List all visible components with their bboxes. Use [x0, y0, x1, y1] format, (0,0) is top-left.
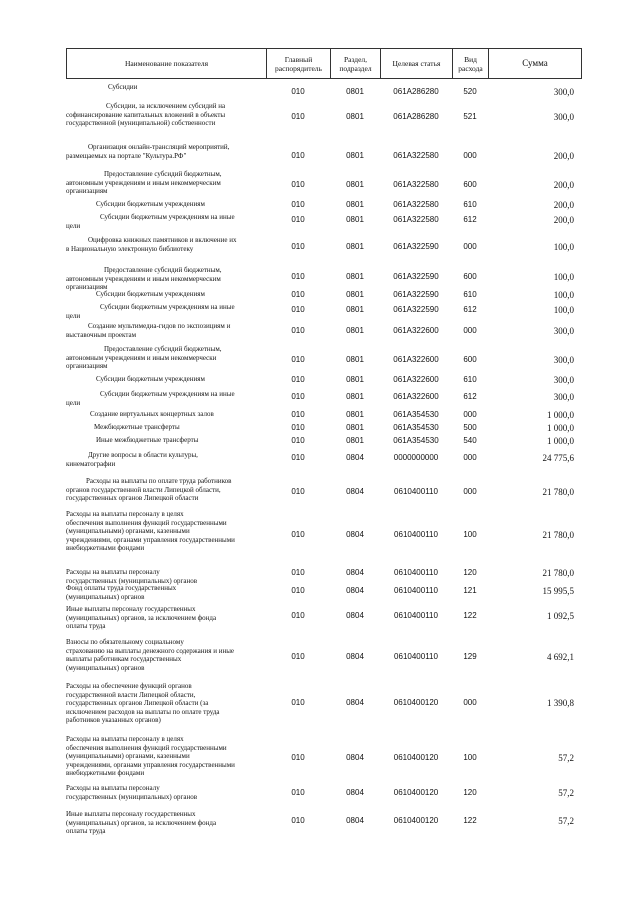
row-c2: 0804: [346, 568, 364, 577]
row-c3: 061A354530: [393, 423, 439, 432]
row-c4: 610: [463, 290, 477, 299]
row-name: Расходы на выплаты персоналу государственных (муниципальных) органов: [66, 568, 198, 585]
row-sum: 4 692,1: [547, 652, 574, 662]
row-c1: 010: [291, 788, 305, 797]
row-c4: 612: [463, 215, 477, 224]
row-c3: 0610400110: [394, 586, 438, 595]
header-name: Наименование показателя: [67, 49, 267, 78]
header-target: Целевая статья: [381, 49, 453, 78]
row-c1: 010: [291, 375, 305, 384]
row-c3: 0610400110: [394, 530, 438, 539]
row-c1: 010: [291, 568, 305, 577]
row-c1: 010: [291, 200, 305, 209]
row-c4: 600: [463, 180, 477, 189]
row-name: Иные межбюджетные трансферты: [96, 436, 199, 444]
row-sum: 21 780,0: [542, 568, 574, 578]
row-sum: 24 775,6: [542, 453, 574, 463]
row-c3: 061A322590: [393, 242, 439, 251]
row-sum: 100,0: [553, 305, 574, 315]
row-c1: 010: [291, 586, 305, 595]
row-c1: 010: [291, 305, 305, 314]
row-c3: 061A322600: [393, 355, 439, 364]
row-c3: 061A322580: [393, 151, 439, 160]
row-c1: 010: [291, 112, 305, 121]
row-c2: 0804: [346, 453, 364, 462]
row-c3: 0610400120: [393, 816, 439, 825]
row-sum: 15 995,5: [542, 586, 574, 596]
row-sum: 1 092,5: [547, 611, 574, 621]
row-c2: 0801: [346, 423, 364, 432]
row-c1: 010: [291, 423, 305, 432]
row-name: Субсидии бюджетным учреждениям: [96, 375, 205, 383]
row-sum: 200,0: [553, 200, 574, 210]
row-c4: 120: [463, 788, 477, 797]
row-name: Межбюджетные трансферты: [94, 423, 180, 431]
row-c4: 520: [463, 87, 477, 96]
row-c1: 010: [291, 215, 305, 224]
row-name: Субсидии: [108, 83, 138, 91]
row-sum: 200,0: [553, 180, 574, 190]
row-name: Взносы по обязательному социальному страхованию на выплаты денежного содержания и иные выплаты работникам государственных (муниципальных) органов: [66, 638, 234, 672]
row-c3: 0610400120: [393, 698, 439, 707]
row-c4: 610: [463, 375, 477, 384]
row-c2: 0804: [346, 652, 364, 661]
row-sum: 100,0: [553, 290, 574, 300]
row-c2: 0804: [346, 611, 364, 620]
row-sum: 300,0: [553, 375, 574, 385]
row-name: Расходы на выплаты по оплате труда работников органов государственной власти Липецкой области, государственных органов Липецкой области: [66, 477, 232, 503]
row-c2: 0804: [346, 698, 364, 707]
row-c4: 121: [463, 586, 477, 595]
row-c1: 010: [291, 355, 305, 364]
row-sum: 1 000,0: [547, 410, 574, 420]
row-sum: 1 000,0: [547, 423, 574, 433]
row-c1: 010: [291, 410, 305, 419]
row-c2: 0801: [346, 305, 364, 314]
row-name: Фонд оплаты труда государственных (муниципальных) органов: [66, 584, 177, 601]
row-sum: 300,0: [553, 326, 574, 336]
row-c1: 010: [291, 326, 305, 335]
row-c3: 0610400110: [394, 652, 438, 661]
row-c4: 000: [463, 698, 477, 707]
row-c2: 0804: [346, 816, 364, 825]
header-sum: Сумма: [522, 58, 548, 68]
row-sum: 300,0: [553, 392, 574, 402]
row-sum: 21 780,0: [542, 487, 574, 497]
row-c1: 010: [291, 151, 305, 160]
row-c3: 0610400120: [393, 753, 439, 762]
row-c4: 540: [463, 436, 477, 445]
table-header: [66, 48, 582, 79]
row-c4: 100: [463, 753, 477, 762]
row-sum: 57,2: [558, 788, 574, 798]
row-name: Субсидии бюджетным учреждениям: [96, 200, 205, 208]
row-c3: 061A286280: [393, 112, 439, 121]
row-c1: 010: [291, 611, 305, 620]
row-c4: 521: [463, 112, 477, 121]
row-c3: 061A322600: [393, 326, 439, 335]
row-c1: 010: [291, 242, 305, 251]
row-c1: 010: [291, 753, 305, 762]
row-c3: 061A322580: [393, 200, 439, 209]
row-c2: 0801: [346, 200, 364, 209]
row-c2: 0801: [346, 392, 364, 401]
row-c3: 0000000000: [393, 453, 439, 462]
row-name: Иные выплаты персоналу государственных (муниципальных) органов, за исключением фонда оплаты труда: [66, 810, 217, 836]
row-name: Расходы на выплаты персоналу в целях обеспечения выполнения функций государственными (муниципальными) органами, казенными учреждениями, органами управления государственными внебюджетными фондами: [66, 510, 235, 553]
row-c3: 061A354530: [393, 436, 439, 445]
row-c4: 122: [463, 816, 477, 825]
row-c4: 000: [463, 326, 477, 335]
row-c1: 010: [291, 453, 305, 462]
row-c3: 061A322580: [393, 215, 439, 224]
row-c4: 000: [463, 453, 477, 462]
row-c3: 061A322590: [393, 305, 439, 314]
row-c4: 000: [463, 242, 477, 251]
row-name: Предоставление субсидий бюджетным, автономным учреждениям и иным некоммерческим организациям: [66, 170, 222, 196]
row-name: Субсидии бюджетным учреждениям: [96, 290, 205, 298]
row-name: Расходы на выплаты персоналу в целях обеспечения выполнения функций государственными (муниципальными) органами, казенными учреждениями, органами управления государственными внебюджетными фондами: [66, 735, 235, 778]
row-name: Субсидии бюджетным учреждениям на иные цели: [66, 213, 235, 230]
row-name: Субсидии, за исключением субсидий на софинансирование капитальных вложений в объекты государственной (муниципальной) собственности: [66, 102, 226, 128]
row-c3: 0610400110: [394, 487, 438, 496]
row-name: Расходы на выплаты персоналу государственных (муниципальных) органов: [66, 784, 198, 801]
row-c2: 0804: [346, 586, 364, 595]
row-name: Предоставление субсидий бюджетным, автономным учреждениям и иным некоммерчески организациям: [66, 345, 222, 371]
header-type: Вид расхода: [453, 49, 489, 78]
row-name: Оцифровка книжных памятников и включение их в Национальную электронную библиотеку: [66, 236, 237, 253]
row-c3: 061A354530: [393, 410, 439, 419]
row-name: Предоставление субсидий бюджетным, автономным учреждениям и иным некоммерческим организациям: [66, 266, 222, 292]
row-c1: 010: [291, 698, 305, 707]
row-c4: 612: [463, 305, 477, 314]
row-c2: 0801: [346, 290, 364, 299]
row-c4: 000: [463, 151, 477, 160]
row-c4: 129: [463, 652, 477, 661]
row-c2: 0804: [346, 788, 364, 797]
row-sum: 200,0: [553, 215, 574, 225]
row-name: Другие вопросы в области культуры, кинематографии: [66, 451, 198, 468]
row-c2: 0801: [346, 151, 364, 160]
row-name: Организация онлайн-трансляций мероприятий, размещаемых на портале "Культура.РФ": [66, 143, 230, 160]
row-c2: 0801: [346, 410, 364, 419]
row-c1: 010: [291, 816, 305, 825]
header-section: Раздел, подраздел: [331, 49, 381, 78]
row-sum: 300,0: [553, 355, 574, 365]
row-sum: 57,2: [558, 753, 574, 763]
row-sum: 100,0: [553, 272, 574, 282]
row-c1: 010: [291, 652, 305, 661]
row-sum: 1 390,8: [547, 698, 574, 708]
row-c1: 010: [291, 436, 305, 445]
row-c4: 000: [463, 410, 477, 419]
row-c4: 600: [463, 272, 477, 281]
row-c2: 0801: [346, 180, 364, 189]
row-c1: 010: [291, 290, 305, 299]
row-c3: 061A322600: [393, 392, 439, 401]
row-c4: 000: [463, 487, 477, 496]
row-c4: 610: [463, 200, 477, 209]
row-c3: 061A322600: [393, 375, 439, 384]
row-c3: 061A322580: [393, 180, 439, 189]
row-sum: 1 000,0: [547, 436, 574, 446]
row-c2: 0801: [346, 436, 364, 445]
row-c2: 0801: [346, 326, 364, 335]
row-c2: 0801: [346, 112, 364, 121]
row-c1: 010: [291, 180, 305, 189]
row-c3: 0610400110: [394, 611, 438, 620]
row-c4: 122: [463, 611, 477, 620]
row-c4: 500: [463, 423, 477, 432]
row-c2: 0801: [346, 272, 364, 281]
row-name: Создание мультимедиа-гидов по экспозициям и выставочным проектам: [66, 322, 231, 339]
row-c2: 0804: [346, 487, 364, 496]
row-c3: 061A322590: [393, 290, 439, 299]
row-c1: 010: [291, 272, 305, 281]
row-name: Субсидии бюджетным учреждениям на иные цели: [66, 390, 235, 407]
row-sum: 300,0: [553, 87, 574, 97]
row-c4: 612: [463, 392, 477, 401]
row-c2: 0801: [346, 215, 364, 224]
row-name: Создание виртуальных концертных залов: [90, 410, 214, 418]
row-c3: 0610400120: [393, 788, 439, 797]
row-c3: 061A286280: [393, 87, 439, 96]
row-sum: 200,0: [553, 151, 574, 161]
row-sum: 57,2: [558, 816, 574, 826]
row-c1: 010: [291, 530, 305, 539]
row-c2: 0801: [346, 375, 364, 384]
header-main-manager: Главный распорядитель: [267, 49, 331, 78]
row-c4: 120: [463, 568, 477, 577]
row-c3: 0610400110: [394, 568, 438, 577]
row-c3: 061A322590: [393, 272, 439, 281]
row-c2: 0801: [346, 87, 364, 96]
row-sum: 100,0: [553, 242, 574, 252]
row-name: Иные выплаты персоналу государственных (муниципальных) органов, за исключением фонда оплаты труда: [66, 605, 217, 631]
row-c2: 0801: [346, 355, 364, 364]
row-name: Субсидии бюджетным учреждениям на иные цели: [66, 303, 235, 320]
row-sum: 300,0: [553, 112, 574, 122]
row-c2: 0801: [346, 242, 364, 251]
row-c4: 100: [463, 530, 477, 539]
row-name: Расходы на обеспечение функций органов государственной власти Липецкой области, государственных органов Липецкой области (за исключением расходов на выплаты по оплате труда работников указанных органов): [66, 682, 220, 725]
row-c2: 0804: [346, 530, 364, 539]
row-c1: 010: [291, 392, 305, 401]
row-c1: 010: [291, 87, 305, 96]
row-c2: 0804: [346, 753, 364, 762]
row-c1: 010: [291, 487, 305, 496]
row-c4: 600: [463, 355, 477, 364]
row-sum: 21 780,0: [542, 530, 574, 540]
